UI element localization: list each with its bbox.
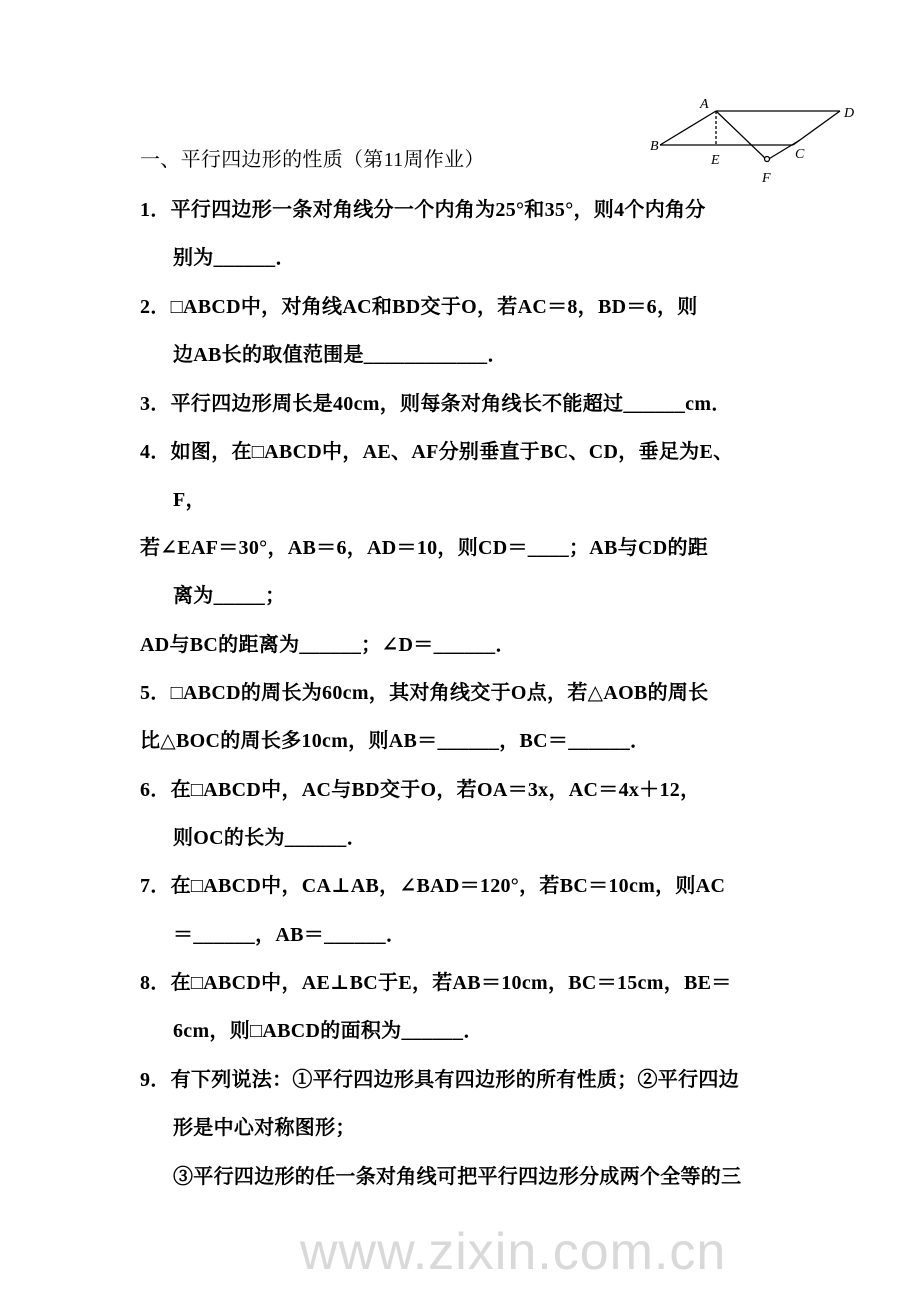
question-7: 7．在□ABCD中，CA⊥AB，∠BAD＝120°，若BC＝10cm，则AC [140,875,726,897]
question-1-cont: 别为______． [173,247,296,269]
question-7-cont: ＝______，AB＝______． [173,924,407,946]
question-8: 8．在□ABCD中，AE⊥BC于E，若AB＝10cm，BC＝15cm，BE＝ [140,972,732,994]
question-4-line3: 若∠EAF＝30°，AB＝6，AD＝10，则CD＝____；AB与CD的距 [140,537,709,559]
question-9-line3: ③平行四边形的任一条对角线可把平行四边形分成两个全等的三 [173,1166,742,1188]
watermark: www.zixin.com.cn [300,1223,727,1281]
label-b: B [650,139,659,154]
question-9-cont: 形是中心对称图形； [173,1117,356,1139]
question-4-line4: 离为_____； [173,585,286,607]
parallelogram-figure [650,92,860,192]
question-9: 9．有下列说法：①平行四边形具有四边形的所有性质；②平行四边 [140,1069,739,1091]
label-e: E [711,153,720,168]
question-2: 2．□ABCD中，对角线AC和BD交于O，若AC＝8，BD＝6，则 [140,296,698,318]
question-2-cont: 边AB长的取值范围是____________． [173,344,508,366]
label-f: F [762,171,771,186]
question-4-line5: AD与BC的距离为______；∠D＝______． [140,634,516,656]
question-4-cont: F， [173,489,206,511]
question-8-cont: 6cm，则□ABCD的面积为______． [173,1020,484,1042]
question-4: 4．如图，在□ABCD中，AE、AF分别垂直于BC、CD，垂足为E、 [140,441,734,463]
question-5: 5．□ABCD的周长为60cm，其对角线交于O点，若△AOB的周长 [140,682,709,704]
label-a: A [700,97,709,112]
question-6-cont: 则OC的长为______． [173,827,367,849]
question-6: 6．在□ABCD中，AC与BD交于O，若OA＝3x，AC＝4x＋12， [140,779,701,801]
question-1: 1．平行四边形一条对角线分一个内角为25°和35°，则4个内角分 [140,199,706,221]
label-d: D [844,106,855,121]
section-title: 一、平行四边形的性质（第11周作业） [140,149,485,171]
question-5-cont: 比△BOC的周长多10cm，则AB＝______，BC＝______． [140,730,651,752]
label-c: C [795,147,805,162]
question-3: 3．平行四边形周长是40cm，则每条对角线长不能超过______cm． [140,393,732,415]
